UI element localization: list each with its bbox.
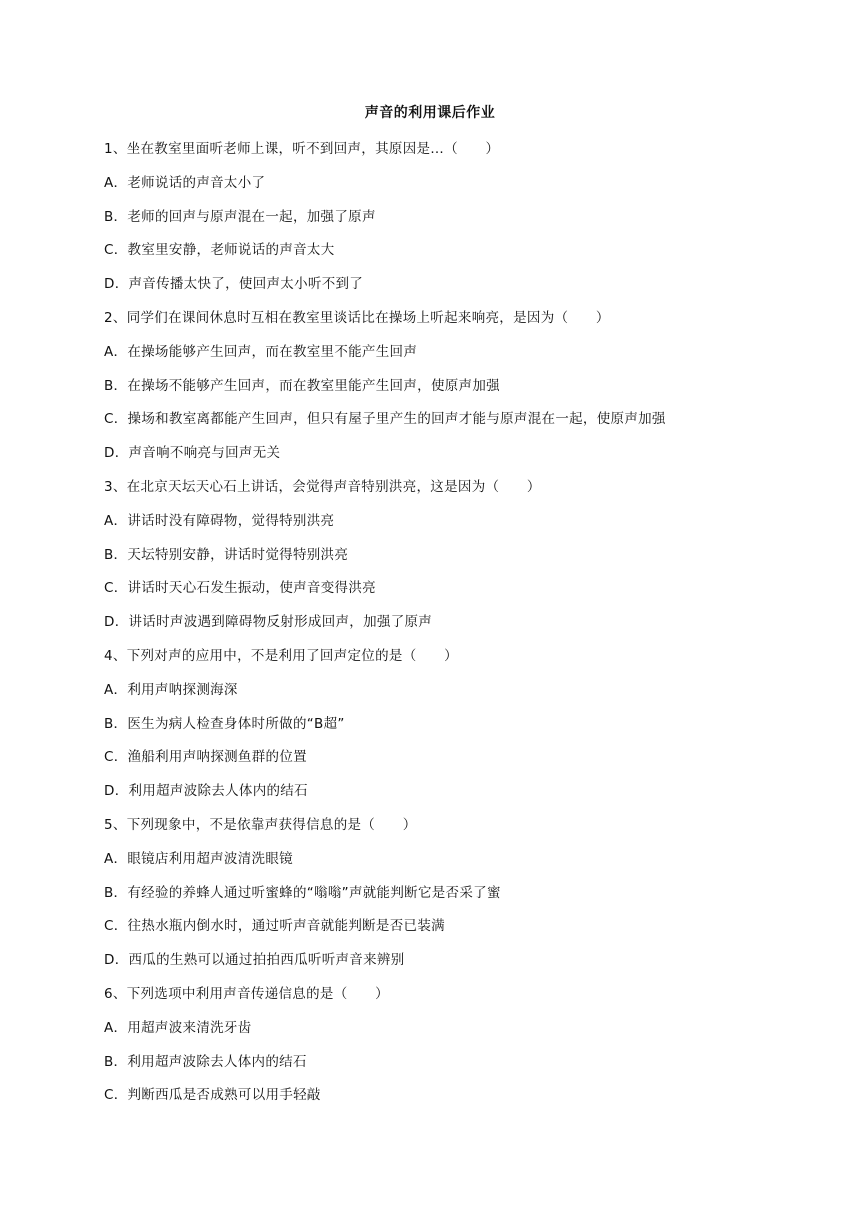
question-5-option-c: C．往热水瓶内倒水时，通过听声音就能判断是否已装满 (104, 918, 445, 935)
question-6-option-b: B．利用超声波除去人体内的结石 (104, 1053, 307, 1070)
question-1-stem: 1、坐在教室里面听老师上课，听不到回声，其原因是…（ ） (104, 141, 500, 157)
question-3-option-b: B．天坛特别安静，讲话时觉得特别洪亮 (104, 546, 349, 563)
question-4-option-a: A．利用声呐探测海深 (104, 681, 238, 698)
question-4-stem: 4、下列对声的应用中，不是利用了回声定位的是（ ） (104, 647, 458, 664)
question-1-option-a: A．老师说话的声音太小了 (104, 174, 266, 191)
question-2-option-d: D．声音响不响亮与回声无关 (104, 445, 281, 462)
document-title: 声音的利用课后作业 (364, 105, 496, 121)
question-3-option-c: C．讲话时天心石发生振动，使声音变得洪亮 (104, 580, 376, 597)
question-5-option-b: B．有经验的养蜂人通过听蜜蜂的“嗡嗡”声就能判断它是否采了蜜 (104, 884, 501, 901)
question-3-stem: 3、在北京天坛天心石上讲话，会觉得声音特别洪亮，这是因为（ ） (104, 478, 541, 495)
question-3-option-d: D．讲话时声波遇到障碍物反射形成回声，加强了原声 (104, 614, 433, 631)
question-1-option-b: B．老师的回声与原声混在一起，加强了原声 (104, 208, 376, 225)
question-1-option-d: D．声音传播太快了，使回声太小听不到了 (104, 276, 364, 293)
question-4-option-d: D．利用超声波除去人体内的结石 (104, 783, 308, 800)
question-1-option-c: C．教室里安静，老师说话的声音太大 (104, 242, 335, 259)
question-4-option-c: C．渔船利用声呐探测鱼群的位置 (104, 749, 307, 766)
question-5-option-a: A．眼镜店利用超声波清洗眼镜 (104, 850, 293, 867)
question-3-option-a: A．讲话时没有障碍物，觉得特别洪亮 (104, 512, 335, 529)
question-5-option-d: D．西瓜的生熟可以通过拍拍西瓜听听声音来辨别 (104, 952, 405, 969)
question-6-stem: 6、下列选项中利用声音传递信息的是（ ） (104, 985, 389, 1002)
question-2-stem: 2、同学们在课间休息时互相在教室里谈话比在操场上听起来响亮，是因为（ ） (104, 309, 610, 326)
question-2-option-a: A．在操场能够产生回声，而在教室里不能产生回声 (104, 343, 418, 360)
question-list (104, 138, 804, 1118)
question-4-option-b: B．医生为病人检查身体时所做的“B超” (104, 715, 345, 732)
question-2-option-b: B．在操场不能够产生回声，而在教室里能产生回声，使原声加强 (104, 377, 500, 394)
question-6-option-a: A．用超声波来清洗牙齿 (104, 1019, 252, 1036)
question-2-option-c: C．操场和教室离都能产生回声，但只有屋子里产生的回声才能与原声混在一起，使原声加强 (104, 411, 666, 428)
question-5-stem: 5、下列现象中，不是依靠声获得信息的是（ ） (104, 816, 417, 833)
question-6-option-c: C．判断西瓜是否成熟可以用手轻敲 (104, 1087, 321, 1104)
